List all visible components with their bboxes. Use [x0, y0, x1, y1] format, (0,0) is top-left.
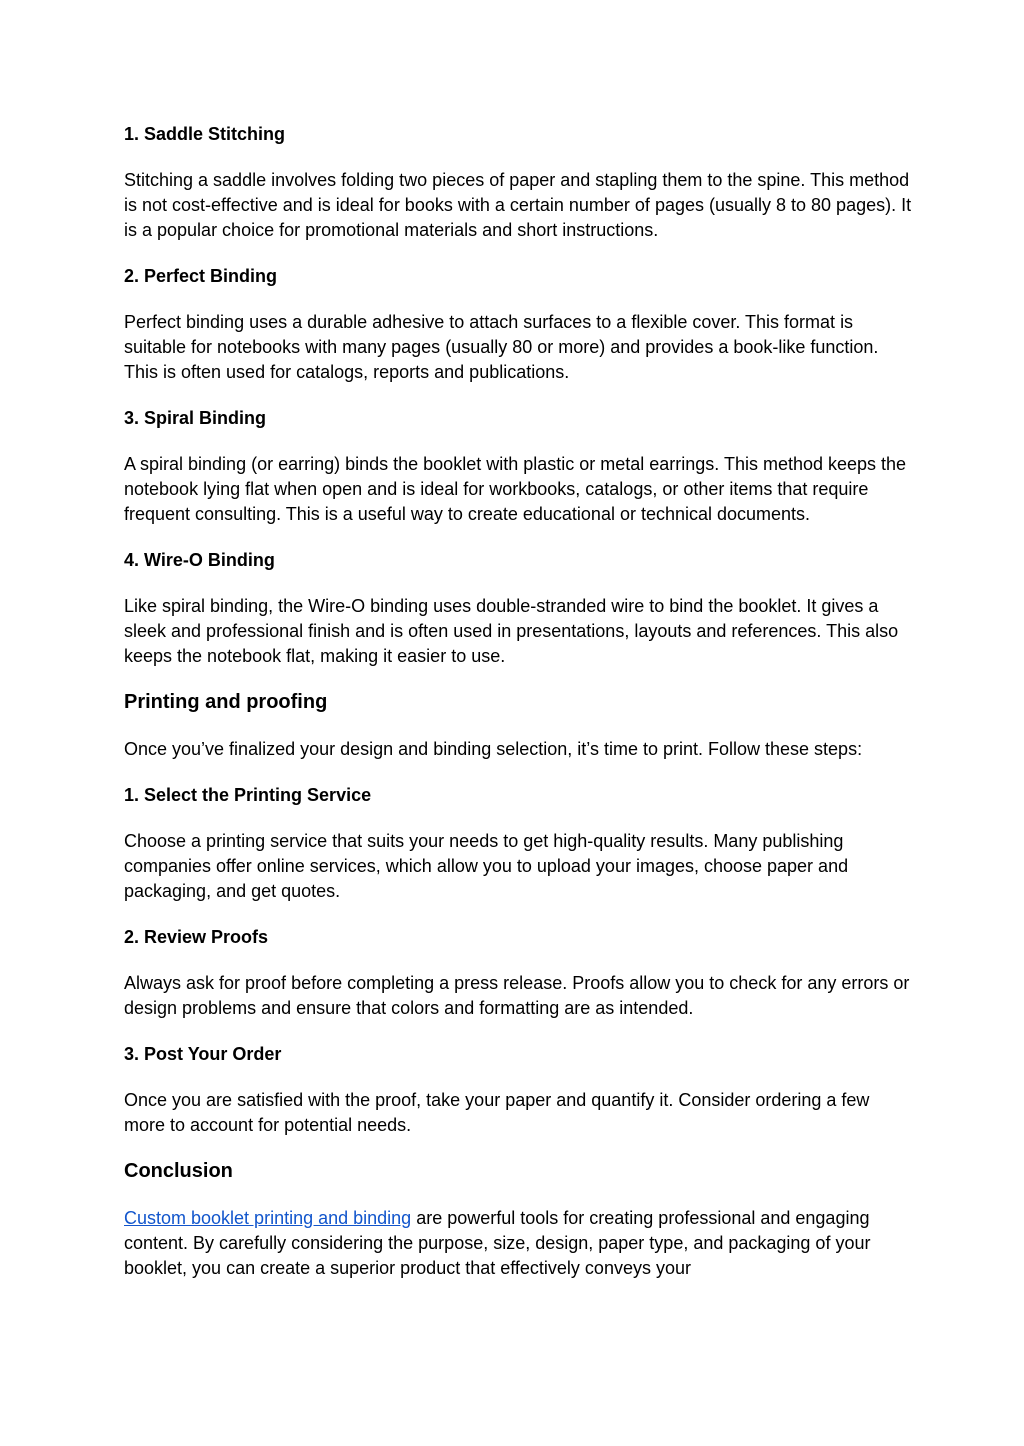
printing-title: Printing and proofing: [124, 691, 328, 713]
binding-section-wire-o: [124, 548, 914, 669]
step-paragraph: Always ask for proof before completing a press release. Proofs allow you to check for any errors or design problems and ensure that colors and formatting are as intended.: [124, 973, 910, 1018]
step-heading: 1. Select the Printing Service: [124, 785, 372, 805]
section-heading: 3. Spiral Binding: [124, 408, 267, 428]
conclusion-paragraph: [124, 1206, 914, 1281]
printing-section: [124, 689, 914, 1138]
step-heading: 2. Review Proofs: [124, 927, 269, 947]
binding-section-saddle: [124, 122, 914, 243]
conclusion-text: are powerful tools for creating professional and engaging content. By carefully considering the purpose, size, design, paper type, and packaging of your booklet, you can create a superior product that effectively conveys your: [124, 1208, 871, 1278]
printing-intro: Once you’ve finalized your design and binding selection, it’s time to print. Follow these steps:: [124, 739, 863, 759]
printing-step: [124, 925, 914, 1021]
binding-section-spiral: [124, 406, 914, 527]
binding-section-perfect: [124, 264, 914, 385]
document-page: [124, 122, 914, 1302]
step-paragraph: Once you are satisfied with the proof, take your paper and quantify it. Consider ordering a few more to account for potential needs.: [124, 1090, 870, 1135]
step-heading: 3. Post Your Order: [124, 1044, 282, 1064]
printing-step: [124, 1042, 914, 1138]
section-paragraph: Stitching a saddle involves folding two pieces of paper and stapling them to the spine. This method is not cost-effective and is ideal for books with a certain number of pages (usually 8 to 80 pages). It is a popular choice for promotional materials and short instructions.: [124, 170, 912, 240]
conclusion-title: Conclusion: [124, 1160, 233, 1182]
conclusion-section: [124, 1158, 914, 1281]
step-paragraph: Choose a printing service that suits your needs to get high-quality results. Many publishing companies offer online services, which allow you to upload your images, choose paper and packaging, and get quotes.: [124, 831, 849, 901]
section-heading: 1. Saddle Stitching: [124, 124, 286, 144]
section-heading: 4. Wire-O Binding: [124, 550, 275, 570]
custom-booklet-link[interactable]: Custom booklet printing and binding: [124, 1208, 412, 1228]
section-paragraph: Perfect binding uses a durable adhesive to attach surfaces to a flexible cover. This format is suitable for notebooks with many pages (usually 80 or more) and provides a book-like function. This is often used for catalogs, reports and publications.: [124, 312, 879, 382]
section-paragraph: A spiral binding (or earring) binds the booklet with plastic or metal earrings. This method keeps the notebook lying flat when open and is ideal for workbooks, catalogs, or other items that require frequent consulting. This is a useful way to create educational or technical documents.: [124, 454, 907, 524]
printing-step: [124, 783, 914, 904]
section-paragraph: Like spiral binding, the Wire-O binding uses double-stranded wire to bind the booklet. It gives a sleek and professional finish and is often used in presentations, layouts and references. This also keeps the notebook flat, making it easier to use.: [124, 596, 899, 666]
section-heading: 2. Perfect Binding: [124, 266, 278, 286]
